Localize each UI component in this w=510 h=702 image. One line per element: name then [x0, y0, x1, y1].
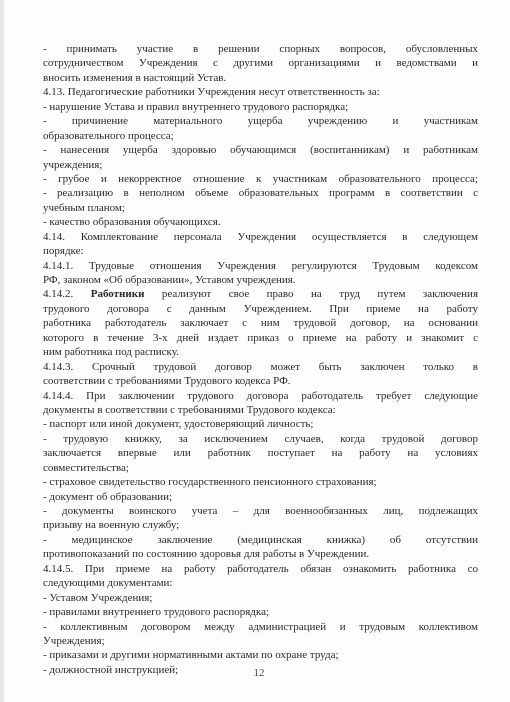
text-line: - должностной инструкцией; [43, 663, 179, 676]
text-line: - нарушение Устава и правил внутреннего трудового распорядка; [43, 100, 349, 113]
text-line-suffix: реализуют свое право на труд путем заключения [144, 288, 479, 301]
text-line: - реализацию в неполном объеме образовательных программ в соответствии с [43, 187, 478, 200]
text-line [43, 287, 478, 301]
text-line: - грубое и некорректное отношение к участникам образовательного процесса; [43, 172, 478, 185]
text-line: 4.14.1. Трудовые отношения Учреждения регулируются Трудовым кодексом [43, 259, 478, 272]
text-line: - Уставом Учреждения; [43, 591, 153, 604]
text-line-prefix: 4.14.2. [43, 288, 91, 301]
text-line: РФ, законом «Об образовании», Уставом учреждения. [43, 274, 296, 286]
text-line: следующими документами: [43, 577, 173, 590]
text-line: призыву на военную службу; [43, 519, 180, 532]
page-number: 12 [253, 667, 265, 679]
text-line: Учреждения; [43, 634, 105, 647]
text-line: - паспорт или иной документ, удостоверяющий личность; [43, 418, 314, 431]
text-line: вносить изменения в настоящий Устав. [43, 71, 227, 84]
text-line: - коллективным договором между администрацией и трудовым коллективом [43, 620, 478, 633]
text-line: 4.14.4. При заключении трудового договора работодатель требует следующие [43, 389, 478, 402]
text-line: 4.14.3. Срочный трудовой договор может быть заключен только в [43, 360, 478, 373]
text-line: соответствии с требованиями Трудового кодекса РФ. [43, 375, 291, 388]
text-line: работника работодатель заключает с ним трудовой договор, на основании [43, 317, 478, 330]
text-line: заключается впервые или работник поступает на работу на условиях [43, 447, 478, 460]
text-line: - документ об образовании; [43, 490, 173, 503]
text-line: образовательного процесса; [43, 129, 174, 142]
text-line: документы в соответствии с требованиями Трудового кодекса: [43, 403, 336, 416]
text-line: - принимать участие в решении спорных вопросов, обусловленных [43, 43, 478, 55]
text-line: 4.14. Комплектование персонала Учреждения осуществляется в следующем [43, 230, 478, 243]
text-line: сотрудничеством Учреждения с другими организациями и ведомствами и [43, 57, 478, 70]
text-line: - качество образования обучающихся. [43, 216, 221, 229]
text-line: 4.13. Педагогические работники Учреждения несут ответственность за: [43, 86, 380, 99]
text-line: ним работника под расписку. [43, 346, 179, 359]
text-line: порядке: [43, 245, 84, 258]
text-line: - трудовую книжку, за исключением случаев, когда трудовой договор [43, 432, 478, 445]
text-line: учебным планом; [43, 201, 125, 214]
text-line: совместительства; [43, 461, 129, 474]
text-line: противопоказаний по состоянию здоровья для работы в Учреждении. [43, 548, 370, 561]
bold-term: Работники [90, 288, 145, 301]
text-line: трудового договора с данным Учреждением. При приеме на работу [43, 302, 478, 315]
document-body [43, 42, 478, 677]
text-line: - причинение материального ущерба учреждению и участникам [43, 115, 478, 128]
text-line: учреждения; [43, 158, 103, 171]
text-line: - правилами внутреннего трудового распорядка; [43, 606, 270, 619]
text-line: - документы воинского учета – для военнообязанных лиц, подлежащих [43, 505, 478, 517]
text-line: - нанесения ущерба здоровью обучающимся (воспитанникам) и работникам [43, 144, 478, 157]
text-line: - приказами и другими нормативными актами по охране труда; [43, 649, 339, 662]
text-line: - страховое свидетельство государственного пенсионного страхования; [43, 476, 377, 489]
text-line: которого в течение 3-х дней издает приказ о приеме на работу и знакомит с [43, 331, 478, 344]
text-line: 4.14.5. При приеме на работу работодатель обязан ознакомить работника со [43, 562, 478, 575]
text-line: - медицинское заключение (медицинская книжка) об отсутствии [43, 533, 478, 546]
